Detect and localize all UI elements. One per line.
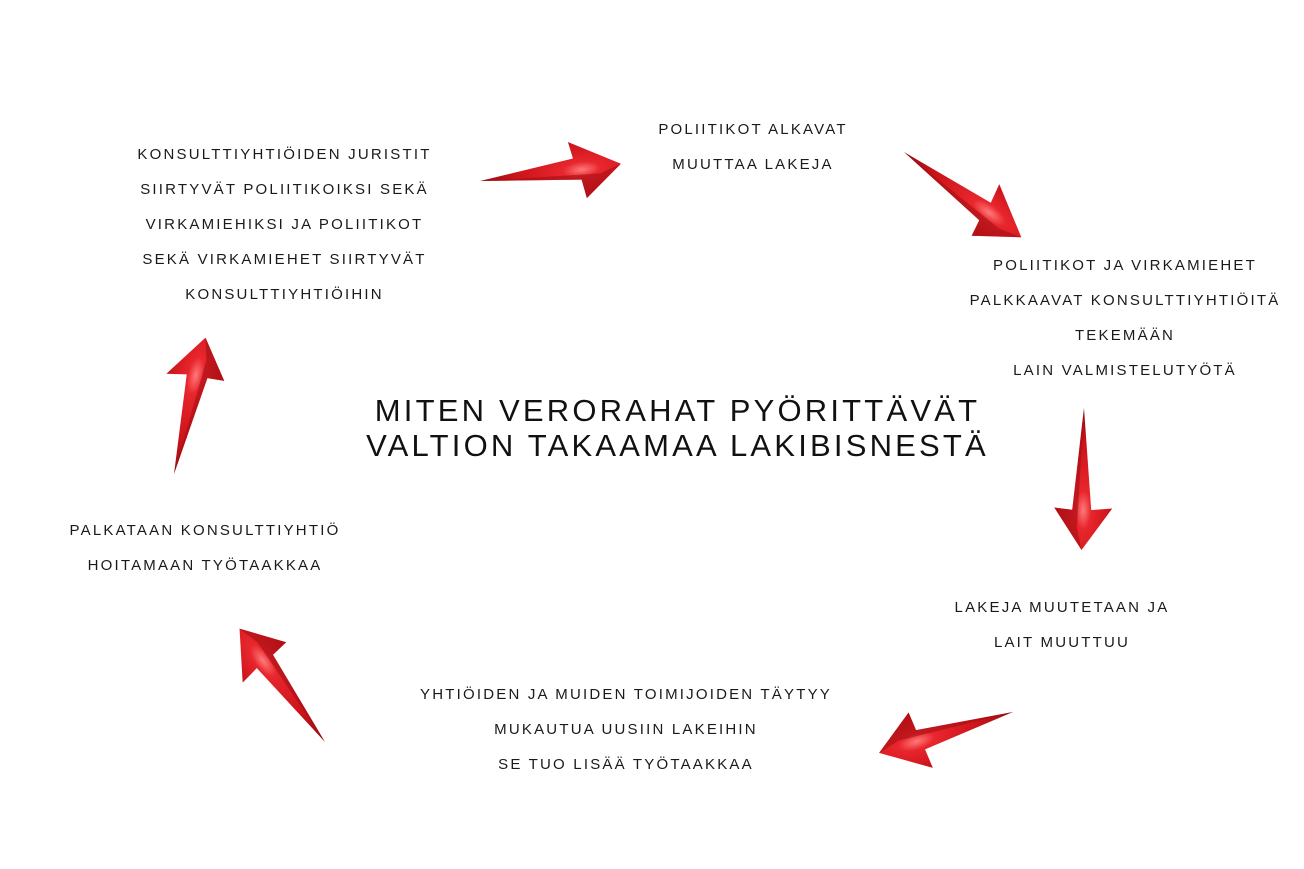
step-text-line: POLIITIKOT ALKAVAT [658, 121, 848, 138]
title-line: VALTION TAKAAMAA LAKIBISNESTÄ [366, 428, 989, 463]
step-text-line: TEKEMÄÄN [1074, 327, 1176, 344]
step-text-line: MUUTTAA LAKEJA [672, 156, 834, 173]
step-text-line: LAKEJA MUUTETAAN JA [954, 599, 1170, 616]
step-text-line: KONSULTTIYHTIÖIDEN JURISTIT [137, 146, 432, 163]
step-text-line: KONSULTTIYHTIÖIHIN [185, 286, 384, 303]
step-text-line: PALKATAAN KONSULTTIYHTIÖ [69, 522, 341, 539]
step-text-line: LAIT MUUTTUU [993, 634, 1131, 651]
step-text-line: SE TUO LISÄÄ TYÖTAAKKAA [498, 756, 754, 773]
step-text-line: SIIRTYVÄT POLIITIKOIKSI SEKÄ [140, 181, 429, 198]
step-text-line: LAIN VALMISTELUTYÖTÄ [1013, 362, 1237, 379]
step-text-line: HOITAMAAN TYÖTAAKKAA [87, 557, 323, 574]
step-text-line: POLIITIKOT JA VIRKAMIEHET [993, 257, 1257, 274]
step-text-line: YHTIÖIDEN JA MUIDEN TOIMIJOIDEN TÄYTYY [420, 686, 832, 703]
step-text-line: MUKAUTUA UUSIIN LAKEIHIN [494, 721, 758, 738]
step-text-line: SEKÄ VIRKAMIEHET SIIRTYVÄT [142, 251, 427, 268]
title-line: MITEN VERORAHAT PYÖRITTÄVÄT [374, 393, 981, 428]
step-text-line: PALKKAAVAT KONSULTTIYHTIÖITÄ [969, 292, 1281, 309]
step-text-line: VIRKAMIEHIKSI JA POLIITIKOT [145, 216, 424, 233]
